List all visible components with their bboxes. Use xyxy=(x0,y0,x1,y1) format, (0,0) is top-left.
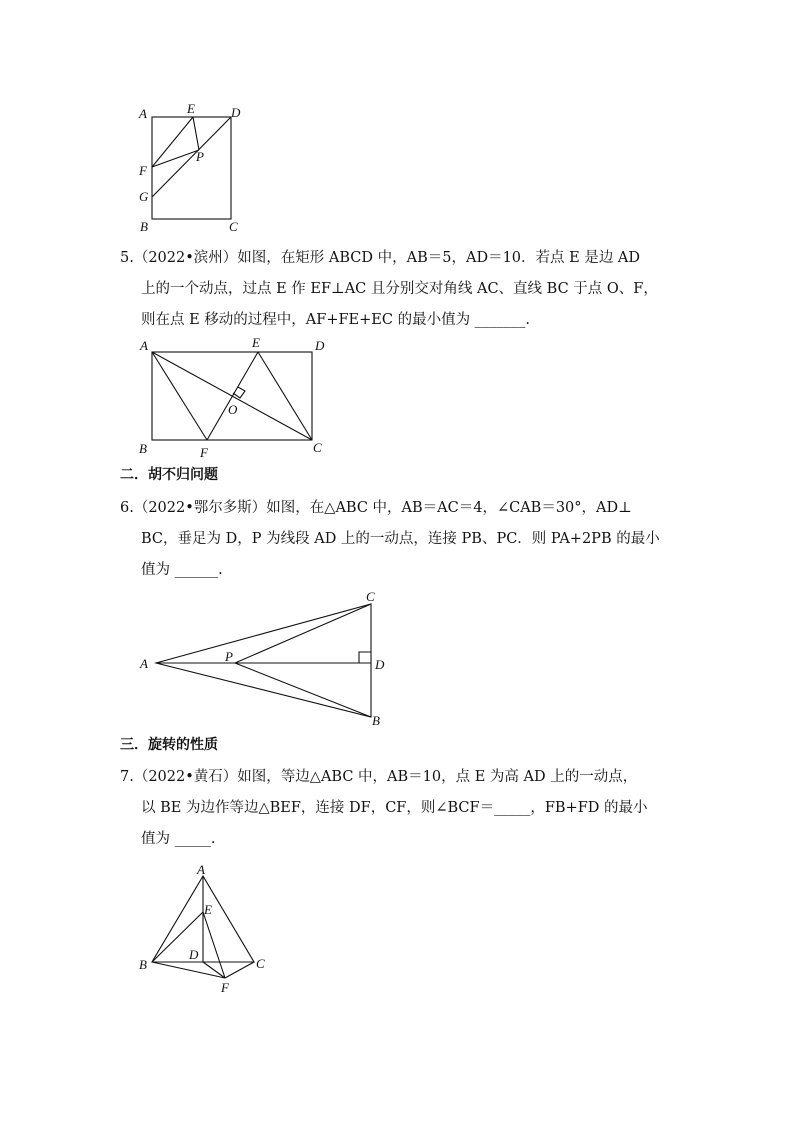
label-b-q5: B xyxy=(139,441,147,456)
label-c-q6: C xyxy=(366,589,375,604)
label-b: B xyxy=(140,219,148,234)
segment-ef xyxy=(203,912,225,978)
label-c: C xyxy=(229,219,238,234)
label-c-q5: C xyxy=(313,440,322,455)
label-f-q7: F xyxy=(221,980,229,995)
label-a-q6: A xyxy=(140,656,148,671)
label-c-q7: C xyxy=(256,956,265,971)
label-p-q6: P xyxy=(225,649,233,664)
label-d-q5: D xyxy=(315,338,325,353)
label-e: E xyxy=(187,101,195,116)
label-d-q6: D xyxy=(375,657,385,672)
q6-line2: BC，垂足为 D，P 为线段 AD 上的一动点，连接 PB、PC．则 PA+2PB 的最小 xyxy=(141,531,660,547)
q7-line1: 7.（2022•黄石）如图，等边△ABC 中，AB＝10，点 E 为高 AD 上的一动点， xyxy=(120,769,638,785)
label-d-q7: D xyxy=(189,947,199,962)
label-e-q7: E xyxy=(204,902,212,917)
label-a-q5: A xyxy=(140,338,148,353)
segment-cf xyxy=(225,962,254,978)
label-f: F xyxy=(139,163,147,178)
label-a-q7: A xyxy=(197,862,205,877)
label-b-q7: B xyxy=(139,957,147,972)
q7-line2: 以 BE 为边作等边△BEF，连接 DF，CF，则∠BCF＝_____，FB+FD 的最小 xyxy=(141,800,648,816)
label-b-q6: B xyxy=(372,713,380,728)
q5-line3: 则在点 E 移动的过程中，AF+FE+EC 的最小值为 _______. xyxy=(141,312,531,328)
label-e-q5: E xyxy=(252,335,260,350)
q6-line3: 值为 ______. xyxy=(141,562,223,578)
label-g: G xyxy=(139,189,149,204)
label-o-q5: O xyxy=(228,402,238,417)
q5-line1: 5.（2022•滨州）如图，在矩形 ABCD 中，AB＝5，AD＝10．若点 E 是边 AD xyxy=(120,250,641,266)
q6-line1: 6.（2022•鄂尔多斯）如图，在△ABC 中，AB＝AC＝4，∠CAB＝30°，AD⊥ xyxy=(120,500,632,516)
label-a: A xyxy=(139,106,147,121)
label-f-q5: F xyxy=(200,445,208,460)
label-d: D xyxy=(231,105,241,120)
q7-line3: 值为 _____. xyxy=(141,831,216,847)
q5-line2: 上的一个动点，过点 E 作 EF⊥AC 且分别交对角线 AC、直线 BC 于点 O、F， xyxy=(141,281,658,297)
label-p: P xyxy=(196,149,204,164)
section-heading-2: 二．胡不归问题 xyxy=(120,467,218,483)
section-heading-3: 三．旋转的性质 xyxy=(120,737,218,753)
